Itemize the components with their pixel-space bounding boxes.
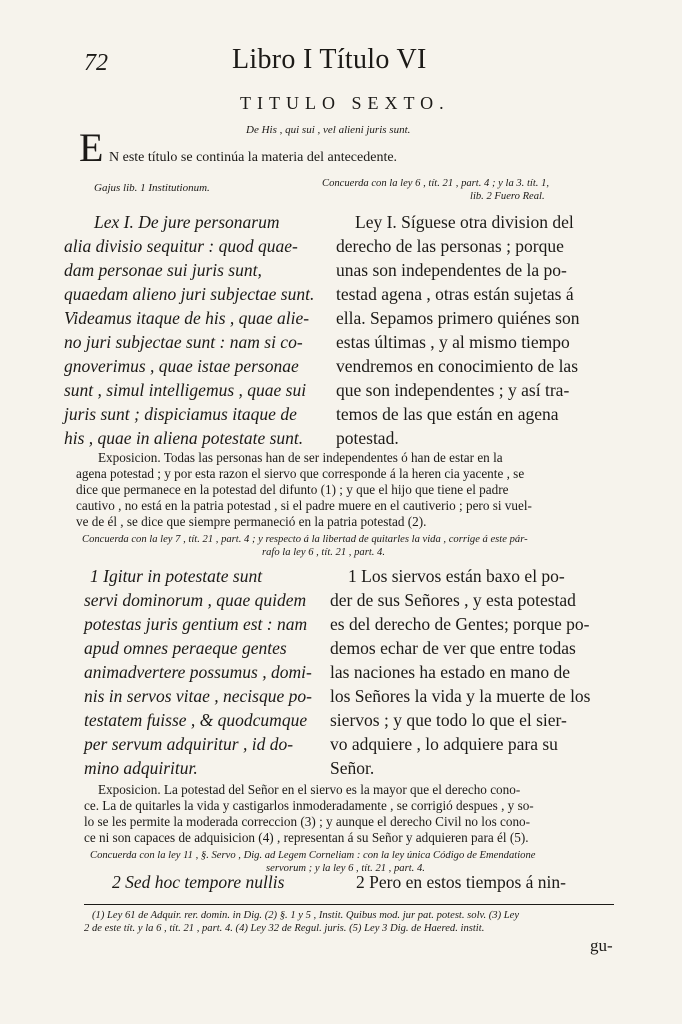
- spanish-line: estas últimas , y al mismo tiempo: [336, 332, 570, 352]
- latin-line: alia divisio sequitur : quod quae-: [64, 236, 298, 256]
- latin-line: no juri subjectae sunt : nam si co-: [64, 332, 303, 352]
- footnote-line: 2 de este tít. y la 6 , tít. 21 , part. 4. (4) Ley 32 de Regul. juris. (5) Ley 3 Dig. de Haered. instit.: [84, 923, 485, 934]
- exposicion-line: Exposicion. La potestad del Señor en el siervo es la mayor que el derecho cono-: [98, 782, 521, 797]
- latin-line: per servum adquiritur , id do-: [84, 734, 294, 754]
- exposicion-line: Exposicion. Todas las personas han de ser independentes ó han de estar en la: [98, 450, 503, 465]
- catchword: gu-: [590, 936, 613, 955]
- exposicion-line: ce. La de quitarles la vida y castigarlos inmoderadamente , se corrigió despues , y so-: [84, 798, 534, 813]
- spanish-line: que son independentes ; y así tra-: [336, 380, 570, 400]
- footnote-line: (1) Ley 61 de Adquir. rer. domin. in Dig. (2) §. 1 y 5 , Instit. Quibus mod. jur pat. potest. solv. (3) Ley: [92, 910, 520, 921]
- spanish-line: vo adquiere , lo adquiere para su: [330, 734, 558, 754]
- spanish-line: siervos ; y que todo lo que el sier-: [330, 710, 567, 730]
- spanish-line: las naciones ha estado en mano de: [330, 662, 571, 682]
- page-number: 72: [84, 50, 108, 76]
- latin-line: Lex I. De jure personarum: [94, 212, 280, 232]
- spanish-line: demos echar de ver que entre todas: [330, 638, 576, 658]
- latin-line: sunt , simul intelligemus , quae sui: [64, 380, 307, 400]
- section-subtitle: De His , qui sui , vel alieni juris sunt.: [246, 124, 411, 136]
- running-title: Libro I Título VI: [232, 44, 427, 75]
- exposicion-line: ce ni son capaces de adquisicion (4) , representan á su Señor y adquieren para él (5).: [84, 830, 529, 845]
- latin-line: his , quae in aliena potestate sunt.: [64, 428, 304, 448]
- latin-line: animadvertere possumus , domi-: [84, 662, 312, 682]
- spanish-line: los Señores la vida y la muerte de los: [330, 686, 591, 706]
- concuerda-line: servorum ; y la ley 6 , tít. 21 , part. 4.: [266, 863, 425, 874]
- latin-line: 1 Igitur in potestate sunt: [90, 566, 263, 586]
- latin-line: nis in servos vitae , necisque po-: [84, 686, 312, 706]
- exposicion-line: agena potestad ; y por esta razon el siervo que corresponde á la heren cia yacente , se: [76, 466, 525, 481]
- sec2-spanish-line: 2 Pero en estos tiempos á nin-: [356, 872, 566, 892]
- concuerda-line: Concuerda con la ley 11 , §. Servo , Dig. ad Legem Corneliam : con la ley única Código de Emendatione: [90, 850, 536, 861]
- spanish-line: potestad.: [336, 428, 399, 448]
- spanish-line: der de sus Señores , y esta potestad: [330, 590, 576, 610]
- spanish-line: Señor.: [330, 758, 375, 778]
- spanish-line: Ley I. Síguese otra division del: [355, 212, 574, 232]
- latin-line: quaedam alieno juri subjectae sunt.: [64, 284, 315, 304]
- concuerda-line: rafo la ley 6 , tít. 21 , part. 4.: [262, 547, 386, 558]
- latin-line: Videamus itaque de his , quae alie-: [64, 308, 310, 328]
- spanish-line: 1 Los siervos están baxo el po-: [348, 566, 565, 586]
- spanish-line: unas son independentes de la po-: [336, 260, 567, 280]
- latin-line: servi dominorum , quae quidem: [84, 590, 307, 610]
- spanish-line: ella. Sepamos primero quiénes son: [336, 308, 580, 328]
- latin-line: mino adquiritur.: [84, 758, 198, 778]
- footnote-divider: [84, 904, 614, 905]
- latin-line: gnoverimus , quae istae personae: [64, 356, 299, 376]
- spanish-line: testad agena , otras están sujetas á: [336, 284, 574, 304]
- latin-line: testatem fuisse , & quodcumque: [84, 710, 308, 730]
- sec2-latin-line: 2 Sed hoc tempore nullis: [112, 872, 285, 892]
- latin-line: potestas juris gentium est : nam: [84, 614, 308, 634]
- exposicion-line: cautivo , no está en la patria potestad , si el padre muere en el cautiverio ; pero si vuel-: [76, 498, 532, 513]
- latin-line: apud omnes peraeque gentes: [84, 638, 287, 658]
- source-right-line-2: lib. 2 Fuero Real.: [470, 191, 545, 202]
- spanish-line: derecho de las personas ; porque: [336, 236, 564, 256]
- latin-line: dam personae sui juris sunt,: [64, 260, 262, 280]
- spanish-line: vendremos en conocimiento de las: [336, 356, 579, 376]
- source-left: Gajus lib. 1 Institutionum.: [94, 182, 210, 194]
- source-right-line-1: Concuerda con la ley 6 , tít. 21 , part. 4 ; y la 3. tít. 1,: [322, 178, 550, 189]
- intro-text: N este título se continúa la materia del antecedente.: [109, 150, 398, 165]
- latin-line: juris sunt ; dispiciamus itaque de: [64, 404, 297, 424]
- exposicion-line: dice que permanece en la potestad del difunto (1) ; y que el hijo que tiene el padre: [76, 482, 509, 497]
- section-title: TITULO SEXTO.: [240, 93, 450, 113]
- concuerda-line: Concuerda con la ley 7 , tít. 21 , part. 4 ; y respecto á la libertad de quitarles la vida , corrige á este pár-: [82, 534, 528, 545]
- spanish-line: temos de las que están en agena: [336, 404, 559, 424]
- exposicion-line: lo se les permite la moderada correccion (3) ; y aunque el derecho Civil no los cono-: [84, 814, 531, 829]
- drop-cap: E: [79, 125, 104, 170]
- spanish-line: es del derecho de Gentes; porque po-: [330, 614, 590, 634]
- exposicion-line: ve de él , se dice que siempre permaneció en la patria potestad (2).: [76, 514, 427, 529]
